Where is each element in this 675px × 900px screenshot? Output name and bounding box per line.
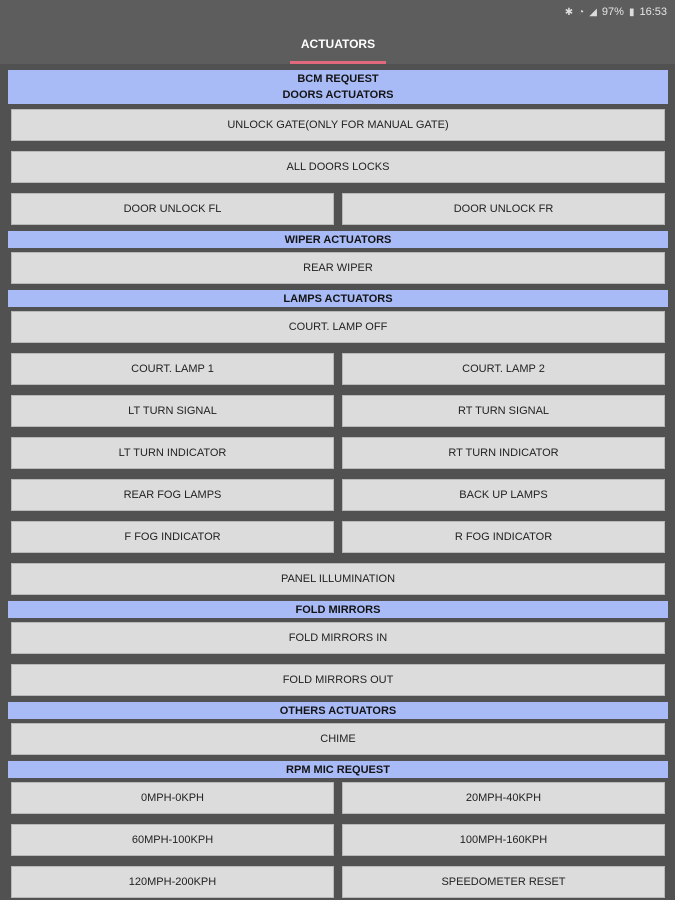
section-title-fold-mirrors: FOLD MIRRORS — [295, 603, 381, 616]
unlock-gate-button[interactable]: UNLOCK GATE(ONLY FOR MANUAL GATE) — [11, 109, 665, 141]
f-fog-indicator-button[interactable]: F FOG INDICATOR — [11, 521, 334, 553]
chime-button[interactable]: CHIME — [11, 723, 665, 755]
panel-illumination-button[interactable]: PANEL ILLUMINATION — [11, 563, 665, 595]
court-lamp-2-button[interactable]: COURT. LAMP 2 — [342, 353, 665, 385]
section-header-fold-mirrors — [8, 601, 668, 618]
back-up-lamps-button[interactable]: BACK UP LAMPS — [342, 479, 665, 511]
section-header-lamps — [8, 290, 668, 307]
rt-turn-indicator-button[interactable]: RT TURN INDICATOR — [342, 437, 665, 469]
section-title-rpm-mic-request: RPM MIC REQUEST — [286, 763, 390, 776]
section-header-rpm — [8, 761, 668, 778]
app-bar — [0, 24, 675, 64]
section-title-lamps-actuators: LAMPS ACTUATORS — [283, 292, 393, 305]
lt-turn-indicator-button[interactable]: LT TURN INDICATOR — [11, 437, 334, 469]
court-lamp-1-button[interactable]: COURT. LAMP 1 — [11, 353, 334, 385]
actuators-list[interactable] — [0, 64, 675, 900]
section-title-others-actuators: OTHERS ACTUATORS — [279, 704, 397, 717]
status-bar — [0, 0, 675, 24]
fold-mirrors-in-button[interactable]: FOLD MIRRORS IN — [11, 622, 665, 654]
fold-mirrors-out-button[interactable]: FOLD MIRRORS OUT — [11, 664, 665, 696]
speed-100-160-button[interactable]: 100MPH-160KPH — [342, 824, 665, 856]
speed-20-40-button[interactable]: 20MPH-40KPH — [342, 782, 665, 814]
clock: 16:53 — [639, 6, 667, 18]
speedometer-reset-button[interactable]: SPEEDOMETER RESET — [342, 866, 665, 898]
wifi-icon: ◔ — [578, 6, 585, 18]
speed-0-button[interactable]: 0MPH-0KPH — [11, 782, 334, 814]
lt-turn-signal-button[interactable]: LT TURN SIGNAL — [11, 395, 334, 427]
tab-actuators[interactable]: ACTUATORS — [300, 37, 376, 51]
section-header-bcm — [8, 70, 668, 104]
rt-turn-signal-button[interactable]: RT TURN SIGNAL — [342, 395, 665, 427]
bluetooth-icon: ✱ — [564, 6, 574, 18]
speed-120-200-button[interactable]: 120MPH-200KPH — [11, 866, 334, 898]
door-unlock-fl-button[interactable]: DOOR UNLOCK FL — [11, 193, 334, 225]
court-lamp-off-button[interactable]: COURT. LAMP OFF — [11, 311, 665, 343]
section-title-bcm-request: BCM REQUEST — [297, 73, 379, 85]
rear-fog-lamps-button[interactable]: REAR FOG LAMPS — [11, 479, 334, 511]
section-header-others — [8, 702, 668, 719]
speed-60-100-button[interactable]: 60MPH-100KPH — [11, 824, 334, 856]
section-title-wiper-actuators: WIPER ACTUATORS — [284, 233, 392, 246]
rear-wiper-button[interactable]: REAR WIPER — [11, 252, 665, 284]
door-unlock-fr-button[interactable]: DOOR UNLOCK FR — [342, 193, 665, 225]
signal-icon: ◢ — [589, 6, 597, 18]
battery-percent: 97% — [601, 6, 624, 18]
battery-icon: ▮ — [628, 6, 635, 18]
section-title-doors-actuators: DOORS ACTUATORS — [282, 89, 394, 101]
all-doors-locks-button[interactable]: ALL DOORS LOCKS — [11, 151, 665, 183]
r-fog-indicator-button[interactable]: R FOG INDICATOR — [342, 521, 665, 553]
section-header-wiper — [8, 231, 668, 248]
